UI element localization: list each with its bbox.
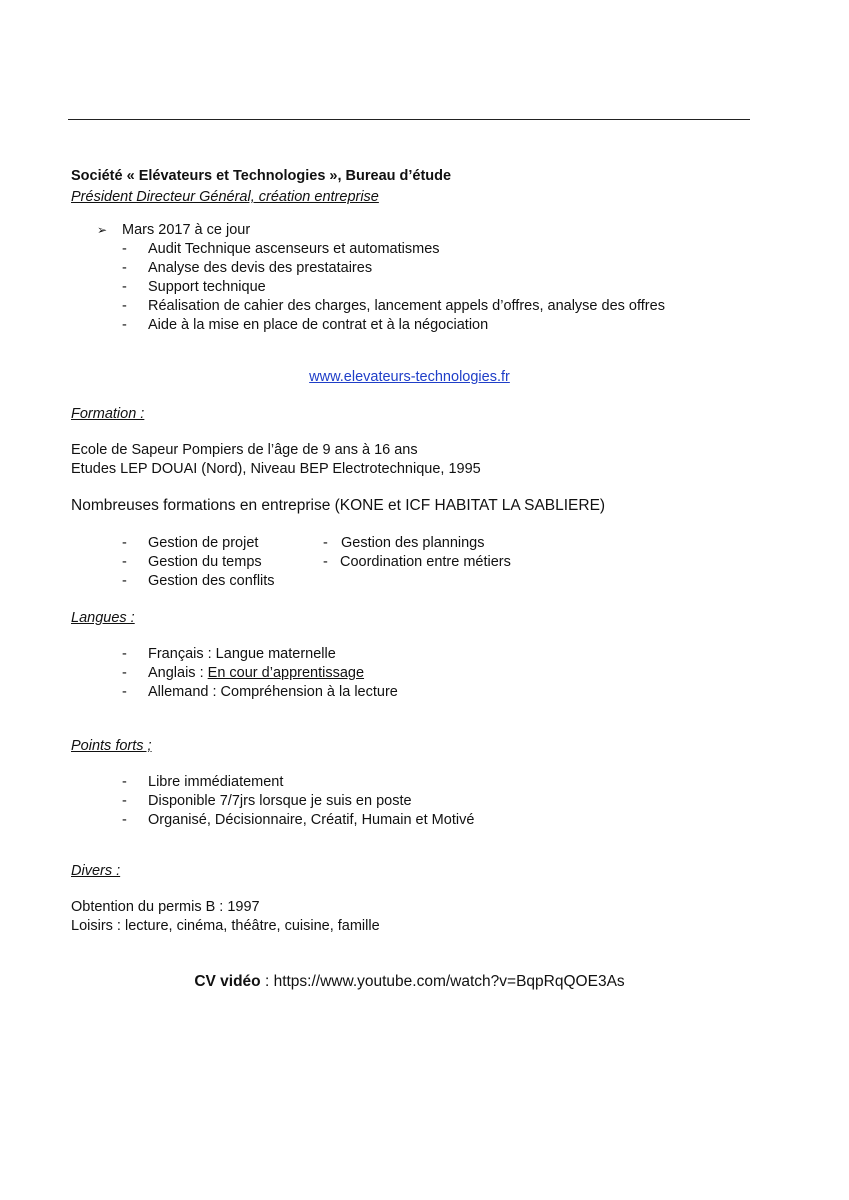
dash-bullet: - xyxy=(122,298,127,314)
dash-bullet: - xyxy=(122,260,127,276)
dash-bullet: - xyxy=(122,241,127,257)
period-text: Mars 2017 à ce jour xyxy=(122,222,251,238)
enterprise-training: Nombreuses formations en entreprise (KONE et ICF HABITAT LA SABLIERE) xyxy=(71,497,606,514)
strength-text: Disponible 7/7jrs lorsque je suis en poste xyxy=(148,793,412,809)
dash-bullet: - xyxy=(323,535,328,551)
dash-bullet: - xyxy=(122,317,127,333)
formation-heading: Formation : xyxy=(71,406,145,422)
language-text: Allemand : Compréhension à la lecture xyxy=(148,684,398,700)
divers-line: Obtention du permis B : 1997 xyxy=(71,899,260,915)
task-text: Audit Technique ascenseurs et automatismes xyxy=(148,241,440,257)
divers-line: Loisirs : lecture, cinéma, théâtre, cuisine, famille xyxy=(71,918,380,934)
company-role: Président Directeur Général, création entreprise xyxy=(71,189,379,205)
dash-bullet: - xyxy=(122,279,127,295)
dash-bullet: - xyxy=(122,774,127,790)
company-title: Société « Elévateurs et Technologies », Bureau d’étude xyxy=(71,168,452,184)
divers-heading: Divers : xyxy=(71,863,121,879)
dash-bullet: - xyxy=(122,554,127,570)
task-text: Aide à la mise en place de contrat et à la négociation xyxy=(148,317,489,333)
dash-bullet: - xyxy=(122,812,127,828)
dash-bullet: - xyxy=(122,793,127,809)
dash-bullet: - xyxy=(122,665,127,681)
task-text: Analyse des devis des prestataires xyxy=(148,260,373,276)
strength-text: Organisé, Décisionnaire, Créatif, Humain et Motivé xyxy=(148,812,475,828)
top-divider xyxy=(68,119,750,120)
training-text: Coordination entre métiers xyxy=(340,554,511,570)
task-text: Support technique xyxy=(148,279,266,295)
language-text: Français : Langue maternelle xyxy=(148,646,336,662)
formation-line: Ecole de Sapeur Pompiers de l’âge de 9 ans à 16 ans xyxy=(71,442,418,458)
formation-line: Etudes LEP DOUAI (Nord), Niveau BEP Electrotechnique, 1995 xyxy=(71,461,481,477)
training-text: Gestion de projet xyxy=(148,535,259,551)
langues-heading: Langues : xyxy=(71,610,135,626)
dash-bullet: - xyxy=(122,535,127,551)
language-level: En cour d’apprentissage xyxy=(207,665,365,681)
cv-video-row xyxy=(0,972,819,992)
training-text: Gestion des conflits xyxy=(148,573,275,589)
cv-video-label: CV vidéo xyxy=(194,973,261,990)
dash-bullet: - xyxy=(323,554,328,570)
points-forts-heading: Points forts ; xyxy=(71,738,152,754)
strength-text: Libre immédiatement xyxy=(148,774,284,790)
website-link[interactable]: www.elevateurs-technologies.fr xyxy=(309,369,510,385)
training-text: Gestion des plannings xyxy=(341,535,485,551)
website-row xyxy=(0,368,819,387)
cv-video-separator: : xyxy=(260,973,274,990)
language-label: Anglais : xyxy=(148,665,208,681)
training-text: Gestion du temps xyxy=(148,554,262,570)
task-text: Réalisation de cahier des charges, lancement appels d’offres, analyse des offres xyxy=(148,298,665,314)
arrow-bullet-icon: ➢ xyxy=(97,223,108,237)
language-text xyxy=(148,664,364,683)
dash-bullet: - xyxy=(122,646,127,662)
dash-bullet: - xyxy=(122,684,127,700)
dash-bullet: - xyxy=(122,573,127,589)
cv-video-url[interactable]: https://www.youtube.com/watch?v=BqpRqQOE3As xyxy=(273,973,625,990)
